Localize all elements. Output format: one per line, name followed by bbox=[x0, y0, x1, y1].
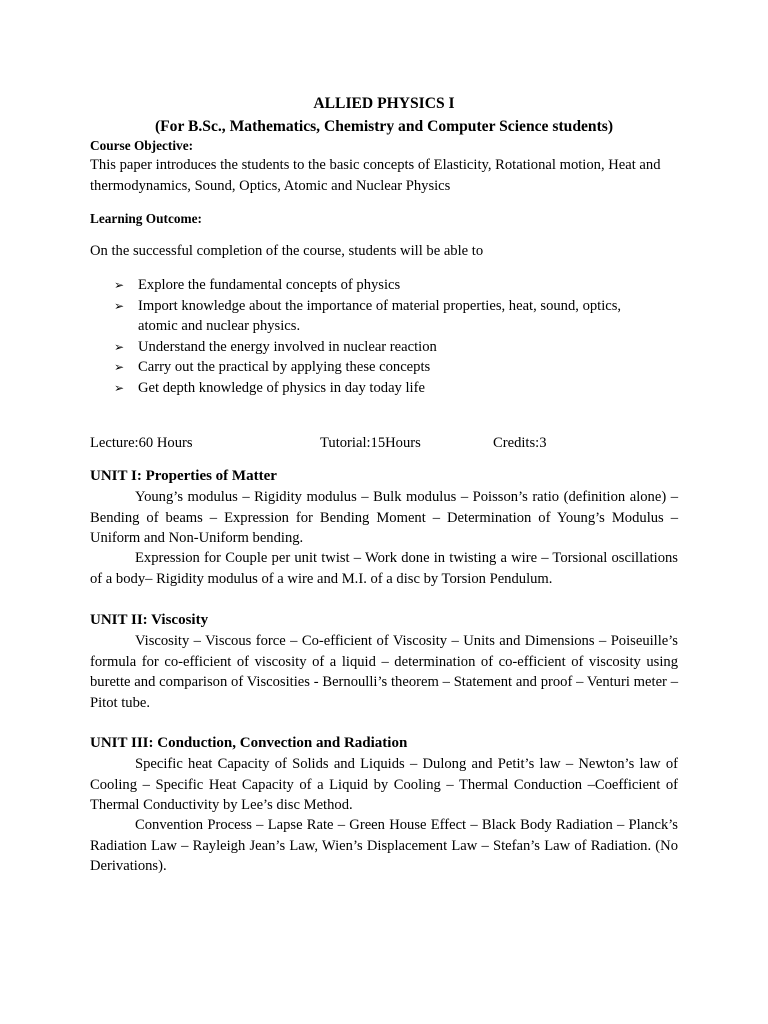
unit-1-paragraph-1: Young’s modulus – Rigidity modulus – Bulk modulus – Poisson’s ratio (definition alone) – Bending of beams – Expression for Bending Moment – Determination of Young’s Modulus – Uniform and Non-Uniform bending. bbox=[90, 489, 678, 546]
course-meta-row bbox=[90, 433, 678, 454]
unit-1-paragraph-2: Expression for Couple per unit twist – Work done in twisting a wire – Torsional oscillations of a body– Rigidity modulus of a wire and M.I. of a disc by Torsion Pendulum. bbox=[90, 550, 678, 587]
list-item: ➢ Import knowledge about the importance of material properties, heat, sound, optics, atomic and nuclear physics. bbox=[114, 297, 622, 334]
list-item: ➢ Understand the energy involved in nuclear reaction bbox=[90, 337, 650, 358]
unit-2-heading: UNIT II: Viscosity bbox=[90, 612, 209, 628]
unit-3-heading: UNIT III: Conduction, Convection and Radiation bbox=[90, 735, 408, 751]
document-subtitle: (For B.Sc., Mathematics, Chemistry and Computer Science students) bbox=[154, 118, 614, 135]
unit-3-paragraph-2: Convention Process – Lapse Rate – Green House Effect – Black Body Radiation – Planck’s Radiation Law – Rayleigh Jean’s Law, Wien’s Displacement Law – Stefan’s Law of Radiation. (No Derivations). bbox=[90, 817, 678, 874]
unit-3-paragraph-1: Specific heat Capacity of Solids and Liquids – Dulong and Petit’s law – Newton’s law of Cooling – Specific Heat Capacity of a Liquid by Cooling – Thermal Conduction –Coefficient of Thermal Conductivity by Lee’s disc Method. bbox=[90, 756, 678, 813]
unit-2-paragraph-1: Viscosity – Viscous force – Co-efficient of Viscosity – Units and Dimensions – Poiseuille’s formula for co-efficient of viscosity of a liquid – determination of co-efficient of viscosity using burette and comparison of Viscosities - Bernoulli’s theorem – Statement and proof – Venturi meter – Pitot tube. bbox=[90, 633, 678, 711]
credits: Credits:3 bbox=[493, 435, 547, 451]
learning-outcome-list bbox=[90, 275, 650, 398]
document-title: ALLIED PHYSICS I bbox=[313, 95, 455, 112]
unit-1-heading: UNIT I: Properties of Matter bbox=[90, 468, 277, 484]
course-objective-text: This paper introduces the students to the basic concepts of Elasticity, Rotational motion, Heat and thermodynamics, Sound, Optics, Atomic and Nuclear Physics bbox=[90, 157, 661, 194]
learning-outcome-intro: On the successful completion of the course, students will be able to bbox=[90, 243, 484, 259]
list-item: ➢ Get depth knowledge of physics in day today life bbox=[90, 378, 650, 399]
arrow-bullet-icon: ➢ bbox=[114, 278, 125, 292]
learning-outcome-heading: Learning Outcome: bbox=[90, 211, 202, 226]
arrow-bullet-icon: ➢ bbox=[114, 298, 125, 313]
list-item: ➢ Carry out the practical by applying these concepts bbox=[90, 357, 650, 378]
list-item: ➢ Explore the fundamental concepts of physics bbox=[90, 275, 650, 296]
arrow-bullet-icon: ➢ bbox=[114, 339, 125, 354]
course-objective-heading: Course Objective: bbox=[90, 138, 194, 153]
lecture-hours: Lecture:60 Hours bbox=[90, 435, 193, 451]
tutorial-hours: Tutorial:15Hours bbox=[320, 435, 421, 451]
arrow-bullet-icon: ➢ bbox=[114, 380, 125, 395]
arrow-bullet-icon: ➢ bbox=[114, 360, 125, 374]
